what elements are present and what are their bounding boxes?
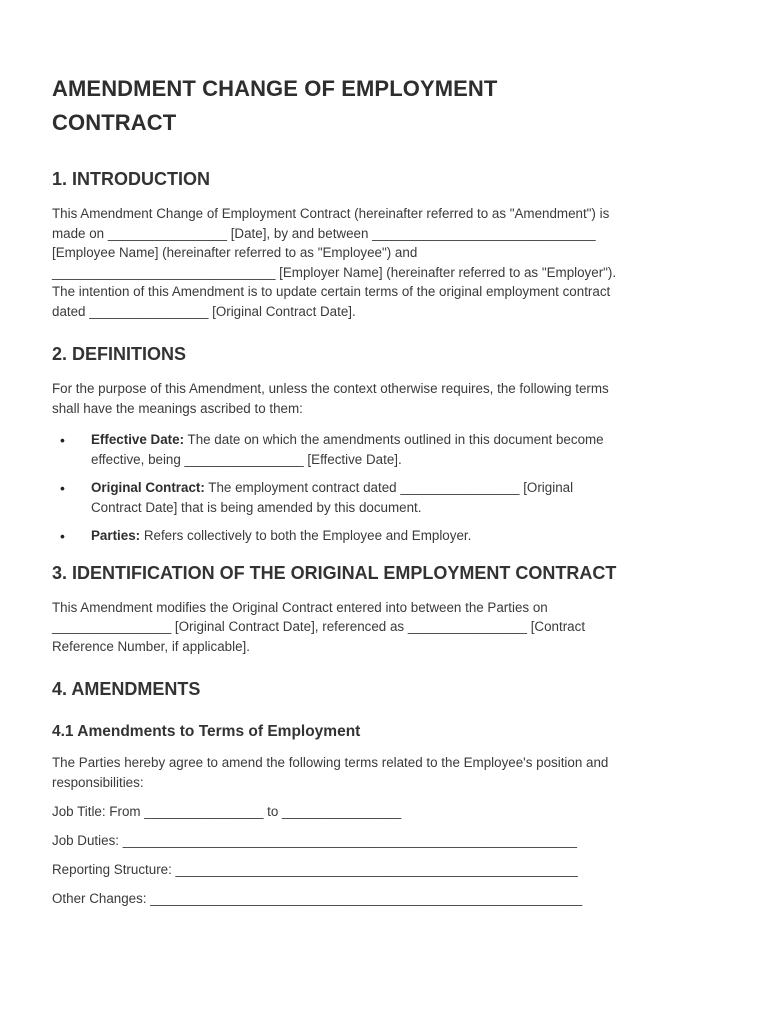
definition-text: The employment contract dated ________________ [Original Contract Date] that is being amended by this document. <box>91 480 574 515</box>
definition-item <box>52 430 710 469</box>
bullet-icon: • <box>60 480 65 496</box>
job-title-field[interactable]: Job Title: From ________________ to ________________ <box>52 804 402 819</box>
reporting-structure-field[interactable]: Reporting Structure: ______________________________________________________ <box>52 862 578 877</box>
definition-term: Parties: <box>91 528 141 543</box>
section-definitions <box>52 343 710 546</box>
bullet-icon: • <box>60 432 65 448</box>
document-title-line-1: AMENDMENT CHANGE OF EMPLOYMENT <box>52 76 498 101</box>
identification-body: This Amendment modifies the Original Contract entered into between the Parties on ________________ [Original Contract Date], referenced as ________________ [Contract Reference Number, if applicable]. <box>52 599 586 654</box>
identification-heading: 3. IDENTIFICATION OF THE ORIGINAL EMPLOYMENT CONTRACT <box>52 562 617 583</box>
section-amendments <box>52 678 710 909</box>
definitions-intro: For the purpose of this Amendment, unless the context otherwise requires, the following terms shall have the meanings ascribed to them: <box>52 381 609 416</box>
section-identification <box>52 562 710 657</box>
other-changes-field[interactable]: Other Changes: __________________________________________________________ <box>52 891 583 906</box>
document-title <box>52 72 710 140</box>
job-duties-field[interactable]: Job Duties: _____________________________________________________________ <box>52 833 577 848</box>
definition-term: Original Contract: <box>91 480 205 495</box>
definitions-heading: 2. DEFINITIONS <box>52 344 187 364</box>
definition-text: Refers collectively to both the Employee and Employer. <box>140 528 472 543</box>
bullet-icon: • <box>60 528 65 544</box>
amendments-body: The Parties hereby agree to amend the following terms related to the Employee's position and responsibilities: <box>52 755 609 790</box>
section-introduction <box>52 168 710 321</box>
definition-text: The date on which the amendments outlined in this document become effective, being ________________ [Effective Date]. <box>91 432 604 467</box>
document-title-line-2: CONTRACT <box>52 110 177 135</box>
introduction-body: This Amendment Change of Employment Contract (hereinafter referred to as "Amendment") is made on ________________ [Date], by and between ______________________________ [Employee Name] (hereinafter referred to as "Employee") and ______________________________ [Employer Name] (hereinafter referred to as "Employer"). The intention of this Amendment is to update certain terms of the original employment contract dated ________________ [Original Contract Date]. <box>52 206 617 319</box>
definition-item <box>52 526 710 546</box>
amendments-heading: 4. AMENDMENTS <box>52 679 201 699</box>
introduction-heading: 1. INTRODUCTION <box>52 169 211 189</box>
definitions-list <box>52 430 710 546</box>
amendments-subheading: 4.1 Amendments to Terms of Employment <box>52 723 361 740</box>
definition-item <box>52 478 710 517</box>
definition-term: Effective Date: <box>91 432 185 447</box>
